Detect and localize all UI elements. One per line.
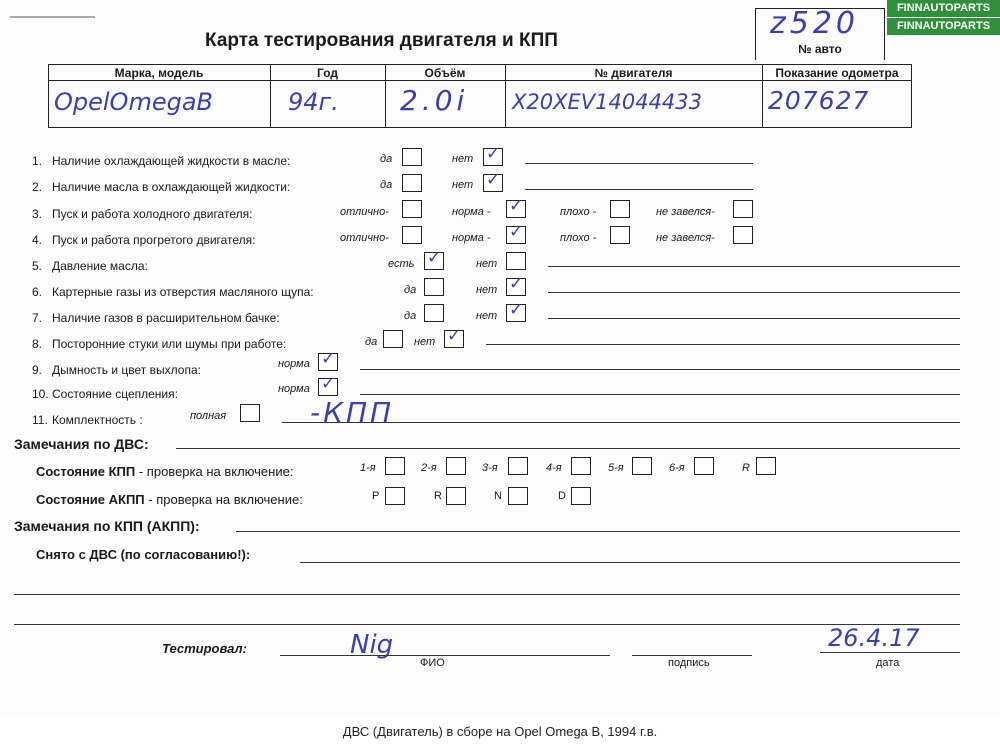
item-1-opt-yes: да: [380, 153, 393, 165]
checkmark: ✓: [509, 274, 524, 294]
item-number: 1.: [32, 154, 43, 168]
checkmark: ✓: [509, 300, 524, 320]
item-7-label: [32, 311, 280, 325]
item-text: Комплектность :: [52, 413, 143, 427]
item-9-note-line[interactable]: [360, 369, 960, 370]
gear-6-label: 6-я: [669, 462, 685, 474]
item-6-label: [32, 285, 314, 299]
checkmark: ✓: [486, 170, 501, 190]
item-1-checkbox-yes[interactable]: [402, 148, 422, 166]
item-7-checkbox-yes[interactable]: [424, 304, 444, 322]
extra-line-1[interactable]: [14, 594, 960, 595]
akpp-state-label: [36, 492, 303, 507]
item-2-checkbox-no[interactable]: [483, 170, 503, 192]
item-4-checkbox-excellent[interactable]: [402, 226, 422, 244]
item-number: 3.: [32, 207, 43, 221]
gear-3-checkbox[interactable]: [508, 457, 528, 475]
header-engine-no: № двигателя: [594, 66, 673, 80]
item-2-note-line[interactable]: [525, 189, 753, 190]
item-number: 4.: [32, 233, 43, 247]
item-3-opt-bad: плохо -: [560, 206, 597, 218]
item-text: Картерные газы из отверстия масляного щупа:: [52, 285, 314, 299]
auto-number-value: z520: [770, 6, 860, 41]
value-engine-no: X20XEV14044433: [512, 90, 703, 114]
item-11-checkbox-full[interactable]: [240, 404, 260, 422]
akpp-p-checkbox[interactable]: [385, 487, 405, 505]
checkmark: ✓: [486, 144, 501, 164]
item-4-opt-normal: норма -: [452, 232, 491, 244]
kpp-state-suffix: - проверка на включение:: [135, 464, 294, 479]
akpp-n-checkbox[interactable]: [508, 487, 528, 505]
completeness-note: -КПП: [310, 396, 395, 429]
item-3-label: [32, 207, 252, 221]
item-number: 11.: [32, 413, 48, 427]
item-8-checkbox-yes[interactable]: [383, 330, 403, 348]
item-4-checkbox-no-start[interactable]: [733, 226, 753, 244]
removed-title: Снято с ДВС: [36, 547, 117, 562]
form-title: Карта тестирования двигателя и КПП: [205, 30, 558, 51]
item-text: Дымность и цвет выхлопа:: [52, 363, 201, 377]
item-11-label: [32, 413, 143, 427]
item-1-note-line[interactable]: [525, 163, 753, 164]
gear-1-label: 1-я: [360, 462, 376, 474]
item-4-opt-bad: плохо -: [560, 232, 597, 244]
kpp-state-label: [36, 464, 293, 479]
gear-6-checkbox[interactable]: [694, 457, 714, 475]
item-4-checkbox-bad[interactable]: [610, 226, 630, 244]
checkmark: ✓: [509, 196, 524, 216]
item-11-opt-full: полная: [190, 410, 227, 422]
item-6-opt-no: нет: [476, 284, 498, 296]
item-10-label: [32, 387, 178, 401]
watermark-badge-1: FINNAUTOPARTS: [887, 0, 1000, 17]
item-number: 9.: [32, 363, 43, 377]
remarks-engine-line[interactable]: [176, 448, 960, 449]
item-4-opt-excellent: отлично-: [340, 232, 389, 244]
removed-line[interactable]: [300, 562, 960, 563]
date-label: дата: [876, 657, 900, 669]
gear-2-checkbox[interactable]: [446, 457, 466, 475]
item-3-opt-excellent: отлично-: [340, 206, 389, 218]
item-8-opt-no: нет: [414, 336, 436, 348]
fio-label: ФИО: [420, 657, 445, 669]
akpp-state-suffix: - проверка на включение:: [144, 492, 303, 507]
item-text: Пуск и работа прогретого двигателя:: [52, 233, 256, 247]
item-5-checkbox-no[interactable]: [506, 252, 526, 270]
item-7-checkbox-no[interactable]: [506, 300, 526, 322]
item-8-note-line[interactable]: [486, 344, 960, 345]
gear-r-checkbox[interactable]: [756, 457, 776, 475]
item-3-opt-normal: норма -: [452, 206, 491, 218]
item-10-opt-normal: норма: [278, 383, 310, 395]
header-volume: Объём: [424, 66, 466, 80]
gear-2-label: 2-я: [421, 462, 437, 474]
item-number: 6.: [32, 285, 43, 299]
item-8-label: [32, 337, 286, 351]
extra-line-2[interactable]: [14, 624, 960, 625]
checkmark: ✓: [321, 374, 336, 394]
tested-by-label: Тестировал:: [162, 641, 247, 656]
item-6-note-line[interactable]: [548, 292, 960, 293]
item-3-checkbox-no-start[interactable]: [733, 200, 753, 218]
akpp-r-checkbox[interactable]: [446, 487, 466, 505]
akpp-state-title: Состояние АКПП: [36, 492, 145, 507]
gear-4-label: 4-я: [546, 462, 562, 474]
date-line[interactable]: [820, 652, 960, 653]
akpp-n-label: N: [494, 490, 502, 502]
checkmark: ✓: [509, 222, 524, 242]
signature-label: подпись: [668, 657, 710, 669]
akpp-r-label: R: [434, 490, 442, 502]
item-text: Наличие масла в охлаждающей жидкости:: [52, 180, 291, 194]
item-text: Посторонние стуки или шумы при работе:: [52, 337, 287, 351]
item-6-checkbox-yes[interactable]: [424, 278, 444, 296]
value-year: 94г.: [288, 88, 339, 116]
item-5-label: [32, 259, 148, 273]
gear-5-checkbox[interactable]: [632, 457, 652, 475]
item-number: 10.: [32, 387, 49, 401]
item-10-checkbox-normal[interactable]: [318, 374, 338, 396]
gear-3-label: 3-я: [482, 462, 498, 474]
item-text: Пуск и работа холодного двигателя:: [52, 207, 253, 221]
item-2-checkbox-yes[interactable]: [402, 174, 422, 192]
header-odometer: Показание одометра: [775, 66, 899, 80]
item-5-checkbox-yes[interactable]: [424, 248, 444, 270]
checkmark: ✓: [427, 248, 442, 268]
akpp-d-checkbox[interactable]: [571, 487, 591, 505]
item-8-opt-yes: да: [365, 336, 378, 348]
item-9-opt-normal: норма: [278, 358, 310, 370]
item-text: Состояние сцепления:: [52, 387, 178, 401]
item-2-opt-yes: да: [380, 179, 393, 191]
item-3-checkbox-bad[interactable]: [610, 200, 630, 218]
scan-artifact: [10, 16, 95, 18]
item-6-opt-yes: да: [404, 284, 417, 296]
item-5-opt-yes: есть: [388, 258, 415, 270]
item-3-opt-no-start: не завелся-: [656, 206, 715, 218]
item-9-checkbox-normal[interactable]: [318, 349, 338, 371]
value-volume: 2.0i: [400, 84, 469, 117]
watermark-badge-2: FINNAUTOPARTS: [887, 18, 1000, 35]
vehicle-table-divider: [48, 80, 912, 81]
item-3-checkbox-excellent[interactable]: [402, 200, 422, 218]
item-9-label: [32, 363, 201, 377]
item-4-checkbox-normal[interactable]: [506, 222, 526, 244]
gear-r-label: R: [742, 462, 750, 474]
fio-line[interactable]: [280, 655, 610, 656]
item-1-opt-no: нет: [452, 153, 474, 165]
checkmark: ✓: [321, 349, 336, 369]
akpp-p-label: P: [372, 490, 380, 502]
item-3-checkbox-normal[interactable]: [506, 196, 526, 218]
item-7-note-line[interactable]: [548, 318, 960, 319]
item-number: 5.: [32, 259, 43, 273]
item-1-checkbox-no[interactable]: [483, 144, 503, 166]
item-number: 2.: [32, 180, 43, 194]
item-2-opt-no: нет: [452, 179, 474, 191]
item-7-opt-no: нет: [476, 310, 498, 322]
remarks-kpp-line[interactable]: [236, 531, 960, 532]
signature-line[interactable]: [632, 655, 752, 656]
kpp-state-title: Состояние КПП: [36, 464, 136, 479]
date-value: 26.4.17: [828, 624, 920, 652]
removed-label: [36, 547, 250, 562]
value-odometer: 207627: [768, 86, 870, 115]
tester-signature-name: Nig: [350, 630, 394, 660]
gear-4-checkbox[interactable]: [571, 457, 591, 475]
item-4-opt-no-start: не завелся-: [656, 232, 715, 244]
auto-number-label: № авто: [798, 42, 842, 56]
remarks-engine-label: Замечания по ДВС:: [14, 436, 149, 452]
header-year: Год: [317, 66, 338, 80]
checkmark: ✓: [447, 326, 462, 346]
item-text: Наличие охлаждающей жидкости в масле:: [52, 154, 291, 168]
item-1-label: [32, 154, 290, 168]
item-5-note-line[interactable]: [548, 266, 960, 267]
gear-5-label: 5-я: [608, 462, 624, 474]
item-6-checkbox-no[interactable]: [506, 274, 526, 296]
header-make: Марка, модель: [114, 66, 204, 80]
item-7-opt-yes: да: [404, 310, 417, 322]
akpp-d-label: D: [558, 490, 566, 502]
item-4-label: [32, 233, 256, 247]
item-8-checkbox-no[interactable]: [444, 326, 464, 348]
item-2-label: [32, 180, 290, 194]
item-5-opt-no: нет: [476, 258, 498, 270]
value-make: OpelOmegaB: [54, 88, 213, 116]
item-text: Давление масла:: [52, 259, 148, 273]
item-number: 7.: [32, 311, 43, 325]
item-10-note-line[interactable]: [360, 394, 960, 395]
image-caption: ДВС (Двигатель) в сборе на Opel Omega B, 1994 г.в.: [0, 716, 1000, 750]
item-text: Наличие газов в расширительном бачке:: [52, 311, 280, 325]
item-number: 8.: [32, 337, 43, 351]
gear-1-checkbox[interactable]: [385, 457, 405, 475]
remarks-kpp-label: Замечания по КПП (АКПП):: [14, 518, 200, 534]
removed-suffix: (по согласованию!):: [116, 547, 251, 562]
